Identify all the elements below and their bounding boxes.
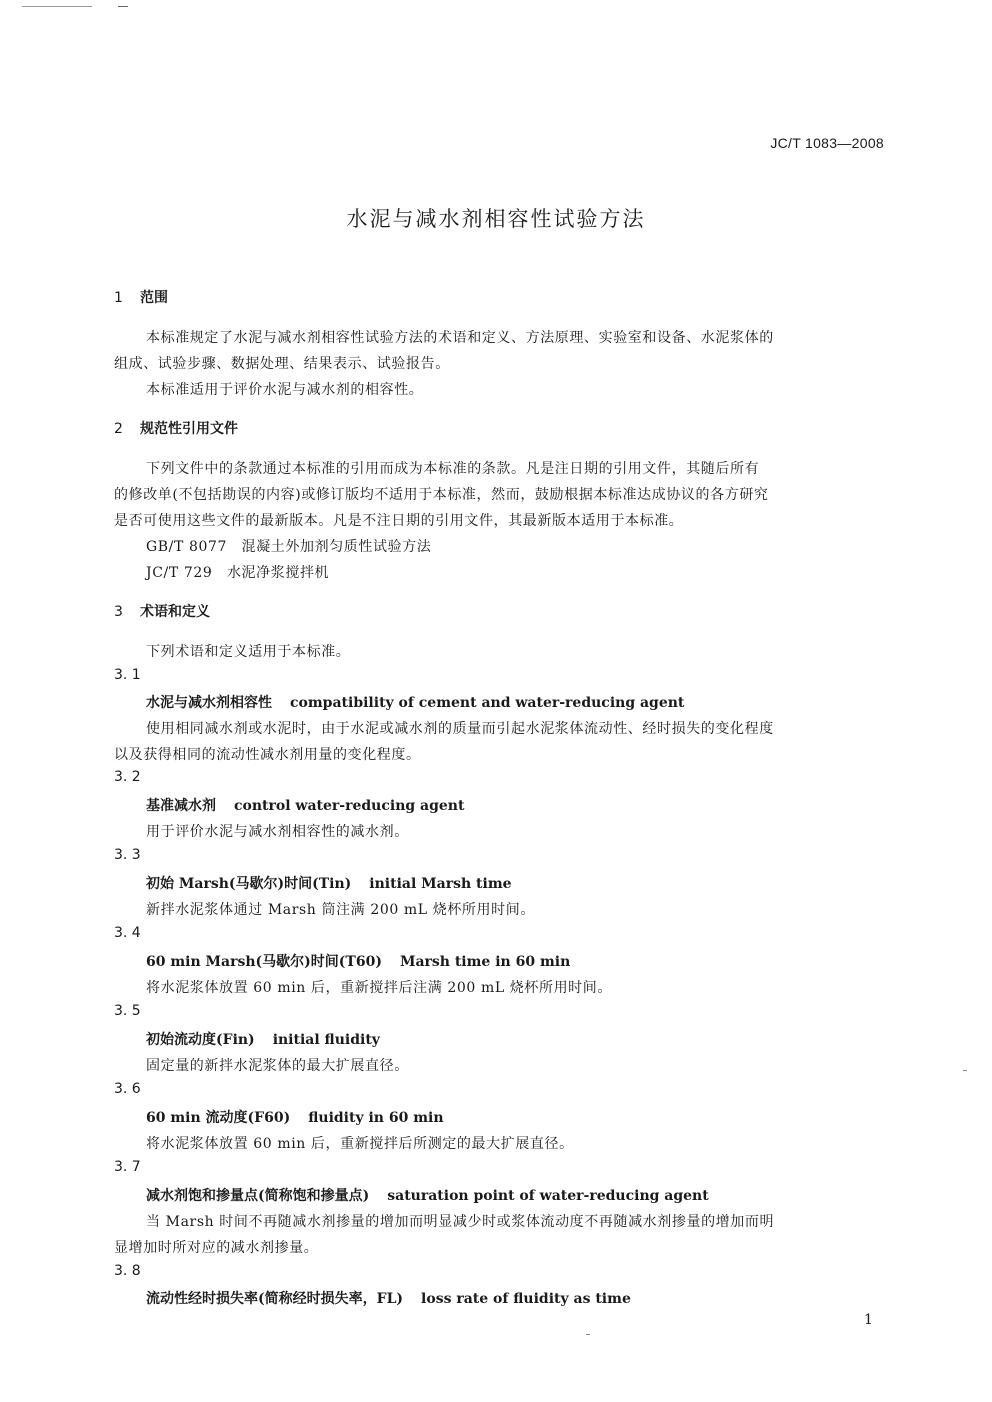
term-chinese: 初始流动度(Fin) — [146, 1032, 255, 1048]
term-chinese: 基准减水剂 — [146, 798, 216, 814]
term-entry — [146, 1107, 444, 1127]
term-chinese: 减水剂饱和掺量点(简称饱和掺量点) — [146, 1188, 370, 1204]
term-chinese: 60 min 流动度(F60) — [146, 1110, 291, 1126]
paragraph-line: 的修改单(不包括勘误的内容)或修订版均不适用于本标准，然而，鼓励根据本标准达成协议的各方研究 — [114, 487, 769, 503]
definition-line: 用于评价水泥与减水剂相容性的减水剂。 — [146, 824, 409, 840]
paragraph-line: 是否可使用这些文件的最新版本。凡是不注日期的引用文件，其最新版本适用于本标准。 — [114, 513, 684, 529]
term-entry — [146, 873, 512, 893]
definition-line: 将水泥浆体放置 60 min 后，重新搅拌后注满 200 mL 烧杯所用时间。 — [146, 980, 612, 996]
term-english: Marsh time in 60 min — [399, 954, 571, 970]
scan-edge-mark — [118, 6, 128, 7]
normative-reference: JC/T 729 水泥净浆搅拌机 — [146, 565, 330, 581]
term-english: fluidity in 60 min — [308, 1110, 444, 1126]
section-title: 规范性引用文件 — [140, 421, 238, 437]
term-entry — [146, 951, 570, 971]
clause-number: 3. 7 — [114, 1159, 141, 1175]
term-english: initial fluidity — [272, 1032, 380, 1048]
term-english: compatibility of cement and water-reducing agent — [290, 695, 685, 711]
term-chinese: 60 min Marsh(马歇尔)时间(T60) — [146, 954, 382, 970]
definition-line: 新拌水泥浆体通过 Marsh 筒注满 200 mL 烧杯所用时间。 — [146, 902, 535, 918]
clause-number: 3. 4 — [114, 925, 141, 941]
scan-edge-mark — [22, 6, 92, 7]
paragraph-line: 本标准适用于评价水泥与减水剂的相容性。 — [146, 382, 424, 398]
definition-line: 当 Marsh 时间不再随减水剂掺量的增加而明显减少时或浆体流动度不再随减水剂掺量的增加而明 — [146, 1214, 775, 1230]
paragraph-line: 组成、试验步骤、数据处理、结果表示、试验报告。 — [114, 356, 450, 372]
scan-speck — [586, 1334, 590, 1335]
paragraph-line: 下列文件中的条款通过本标准的引用而成为本标准的条款。凡是注日期的引用文件，其随后所有 — [146, 461, 760, 477]
document-title: 水泥与减水剂相容性试验方法 — [346, 207, 646, 231]
clause-number: 3. 6 — [114, 1081, 141, 1097]
definition-line: 固定量的新拌水泥浆体的最大扩展直径。 — [146, 1058, 409, 1074]
clause-number: 3. 2 — [114, 769, 141, 785]
term-entry — [146, 795, 464, 815]
section-2-heading — [114, 418, 238, 438]
term-english: saturation point of water-reducing agent — [387, 1188, 709, 1204]
clause-number: 3. 5 — [114, 1003, 141, 1019]
term-chinese: 水泥与减水剂相容性 — [146, 695, 272, 711]
paragraph-line: 本标准规定了水泥与减水剂相容性试验方法的术语和定义、方法原理、实验室和设备、水泥浆体的 — [146, 330, 774, 346]
normative-reference: GB/T 8077 混凝土外加剂匀质性试验方法 — [146, 539, 432, 555]
section-number: 2 — [114, 421, 123, 437]
term-english: initial Marsh time — [369, 876, 512, 892]
section-title: 范围 — [140, 290, 168, 306]
term-entry — [146, 1029, 380, 1049]
term-entry — [146, 1185, 709, 1205]
clause-number: 3. 3 — [114, 847, 141, 863]
definition-line: 使用相同减水剂或水泥时，由于水泥或减水剂的质量而引起水泥浆体流动性、经时损失的变化程度 — [146, 721, 774, 737]
definition-line: 将水泥浆体放置 60 min 后，重新搅拌后所测定的最大扩展直径。 — [146, 1136, 574, 1152]
section-number: 3 — [114, 604, 123, 620]
definition-line: 显增加时所对应的减水剂掺量。 — [114, 1240, 319, 1256]
section-number: 1 — [114, 290, 123, 306]
standard-number: JC/T 1083—2008 — [770, 135, 884, 151]
clause-number: 3. 1 — [114, 667, 141, 683]
term-english: control water-reducing agent — [234, 798, 465, 814]
term-entry — [146, 692, 684, 712]
term-chinese: 初始 Marsh(马歇尔)时间(Tin) — [146, 876, 352, 892]
scan-speck — [963, 1070, 967, 1071]
term-chinese: 流动性经时损失率(简称经时损失率，FL) — [146, 1291, 404, 1307]
page-number: 1 — [864, 1312, 873, 1328]
section-title: 术语和定义 — [140, 604, 210, 620]
term-english: loss rate of fluidity as time — [421, 1291, 631, 1307]
section-3-heading — [114, 601, 210, 621]
section-1-heading — [114, 287, 168, 307]
definition-line: 以及获得相同的流动性减水剂用量的变化程度。 — [114, 747, 421, 763]
paragraph-line: 下列术语和定义适用于本标准。 — [146, 644, 351, 660]
term-entry — [146, 1288, 631, 1308]
clause-number: 3. 8 — [114, 1263, 141, 1279]
